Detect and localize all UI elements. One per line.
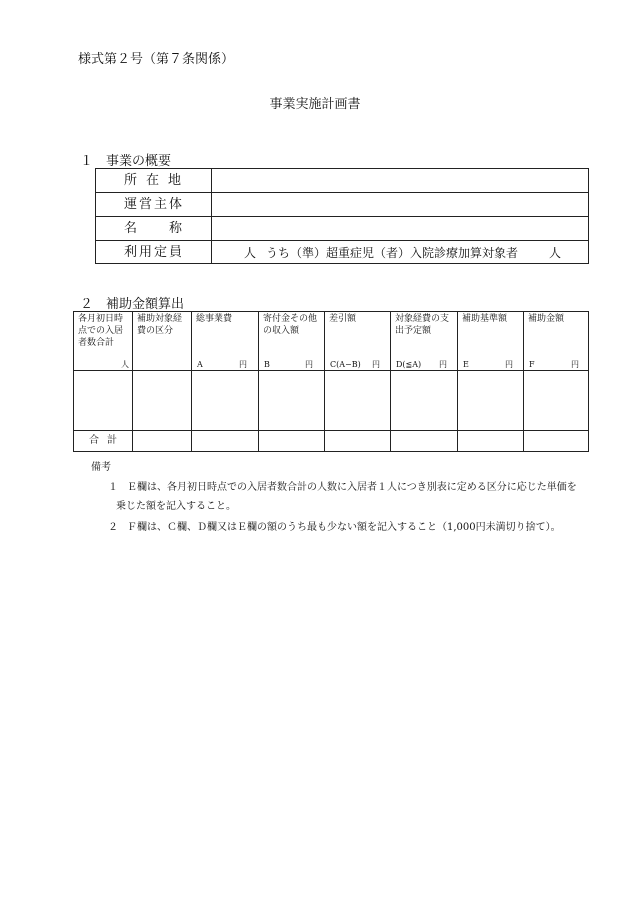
- capacity-label: [96, 241, 211, 265]
- header-subsidy-amount: [524, 312, 588, 370]
- label-char: 用: [139, 245, 153, 260]
- note-text: 乗じた額を記入すること。: [116, 501, 236, 512]
- label-char: 利: [124, 245, 138, 260]
- label-char: 計: [107, 435, 117, 446]
- notes-title: 備考: [91, 462, 111, 473]
- header-expense-category: [133, 312, 191, 370]
- label-char: 地: [168, 173, 182, 188]
- capacity-unit: 人: [549, 246, 562, 260]
- subsidy-row-divider: [74, 430, 588, 431]
- header-text: 補助基準額: [462, 314, 508, 324]
- label-char: 名: [124, 221, 138, 236]
- header-text: 差引額: [329, 314, 357, 324]
- note-number: ２: [108, 522, 118, 533]
- label-char: 員: [169, 245, 183, 260]
- label-char: 体: [169, 197, 183, 212]
- label-char: 運: [124, 197, 138, 212]
- header-donation-income: [259, 312, 324, 370]
- unit-label: C(A−B): [330, 360, 361, 369]
- label-char: 称: [169, 221, 183, 236]
- section2-title: ２ 補助金額算出: [80, 297, 185, 312]
- unit-label: 円: [505, 360, 513, 369]
- location-label: [96, 169, 211, 193]
- document-title: 事業実施計画書: [269, 97, 361, 112]
- unit-label: 円: [372, 360, 380, 369]
- unit-label: E: [463, 360, 469, 369]
- unit-label: 人: [121, 360, 129, 369]
- section1-title: １ 事業の概要: [80, 154, 172, 169]
- unit-label: 円: [305, 360, 313, 369]
- label-char: 合: [89, 435, 99, 446]
- label-char: 定: [154, 245, 168, 260]
- unit-label: D(≦A): [396, 360, 422, 369]
- capacity-unit: 人: [244, 246, 257, 260]
- unit-label: 円: [439, 360, 447, 369]
- unit-label: F: [529, 360, 535, 369]
- header-resident-count: [74, 312, 132, 370]
- header-planned-expense: [391, 312, 457, 370]
- header-total-cost: [192, 312, 258, 370]
- header-text: 補助対象経費の区分: [137, 314, 183, 336]
- capacity-breakdown-text: うち（準）超重症児（者）入院診療加算対象者: [266, 246, 519, 260]
- unit-label: 円: [239, 360, 247, 369]
- header-text: 補助金額: [528, 314, 565, 324]
- header-difference: [325, 312, 390, 370]
- name-label: [96, 217, 211, 241]
- total-label: [74, 431, 132, 451]
- unit-label: A: [197, 360, 203, 369]
- form-number: 様式第２号（第７条関係）: [78, 52, 235, 67]
- note-text: Ｅ欄は、各月初日時点での入居者数合計の人数に入居者１人につき別表に定める区分に応じた単価を: [127, 482, 577, 493]
- capacity-value[interactable]: [212, 241, 588, 265]
- header-text: 各月初日時点での入居者数合計: [78, 314, 124, 348]
- unit-label: 円: [571, 360, 579, 369]
- label-char: 営: [139, 197, 153, 212]
- label-char: 在: [146, 173, 160, 188]
- header-text: 寄付金その他の収入額: [263, 314, 318, 336]
- note-text: Ｆ欄は、Ｃ欄、Ｄ欄又はＥ欄の額のうち最も少ない額を記入すること（1,000円未満切り捨て）。: [127, 522, 561, 533]
- header-text: 総事業費: [196, 314, 233, 324]
- header-text: 対象経費の支出予定額: [395, 314, 450, 336]
- note-number: １: [108, 482, 118, 493]
- label-char: 主: [154, 197, 168, 212]
- label-char: 所: [124, 173, 138, 188]
- header-standard-amount: [458, 312, 523, 370]
- overview-table: [95, 168, 589, 264]
- unit-label: B: [264, 360, 270, 369]
- subsidy-table: [73, 311, 589, 452]
- operator-label: [96, 193, 211, 217]
